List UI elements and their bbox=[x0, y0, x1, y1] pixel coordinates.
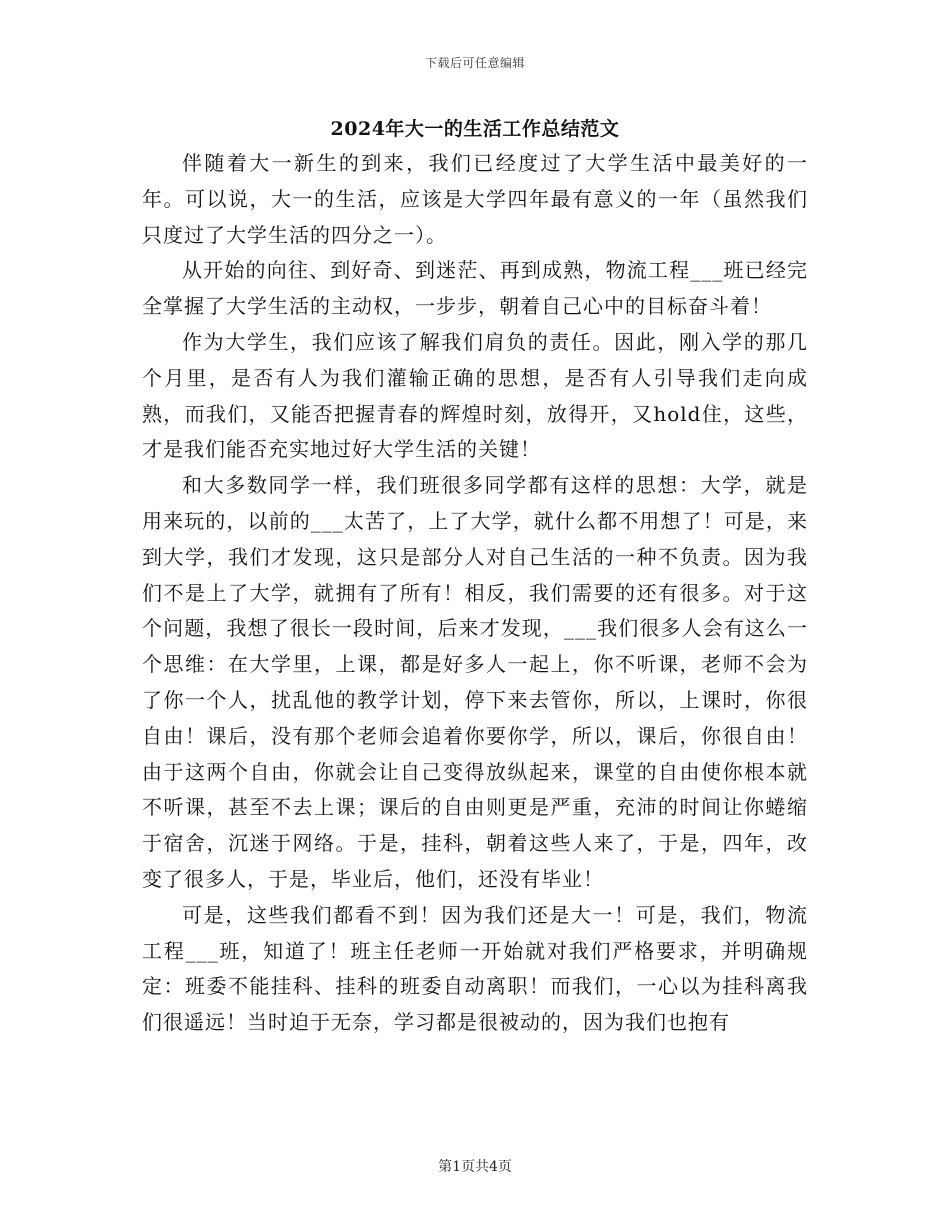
paragraph-3: 作为大学生，我们应该了解我们肩负的责任。因此，刚入学的那几个月里，是否有人为我们灌输正确的思想，是否有人引导我们走向成熟，而我们，又能否把握青春的辉煌时刻，放得开，又hold住，这些，才是我们能否充实地过好大学生活的关键！ bbox=[142, 329, 808, 462]
page-header-note: 下载后可任意编辑 bbox=[424, 56, 525, 70]
document-title: 2024年大一的生活工作总结范文 bbox=[330, 118, 620, 140]
page-number-footer: 第1页共4页 bbox=[438, 1159, 512, 1175]
document-body bbox=[142, 146, 808, 1041]
paragraph-4: 和大多数同学一样，我们班很多同学都有这样的思想：大学，就是用来玩的，以前的___太苦了，上了大学，就什么都不用想了！可是，来到大学，我们才发现，这只是部分人对自己生活的一种不负责。因为我们不是上了大学，就拥有了所有！相反，我们需要的还有很多。对于这个问题，我想了很长一段时间，后来才发现，___我们很多人会有这么一个思维：在大学里，上课，都是好多人一起上，你不听课，老师不会为了你一个人，扰乱他的教学计划，停下来去管你，所以，上课时，你很自由！课后，没有那个老师会追着你要你学，所以，课后，你很自由！由于这两个自由，你就会让自己变得放纵起来，课堂的自由使你根本就不听课，甚至不去上课；课后的自由则更是严重，充沛的时间让你蜷缩于宿舍，沉迷于网络。于是，挂科，朝着这些人来了，于是，四年，改变了很多人，于是，毕业后，他们，还没有毕业！ bbox=[142, 473, 808, 891]
paragraph-5: 可是，这些我们都看不到！因为我们还是大一！可是，我们，物流工程___班，知道了！班主任老师一开始就对我们严格要求，并明确规定：班委不能挂科、挂科的班委自动离职！而我们，一心以为挂科离我们很遥远！当时迫于无奈，学习都是很被动的，因为我们也抱有 bbox=[142, 902, 808, 1035]
paragraph-2: 从开始的向往、到好奇、到迷茫、再到成熟，物流工程___班已经完全掌握了大学生活的主动权，一步步，朝着自己心中的目标奋斗着！ bbox=[142, 258, 808, 319]
paragraph-1: 伴随着大一新生的到来，我们已经度过了大学生活中最美好的一年。可以说，大一的生活，应该是大学四年最有意义的一年（虽然我们只度过了大学生活的四分之一）。 bbox=[142, 151, 808, 247]
